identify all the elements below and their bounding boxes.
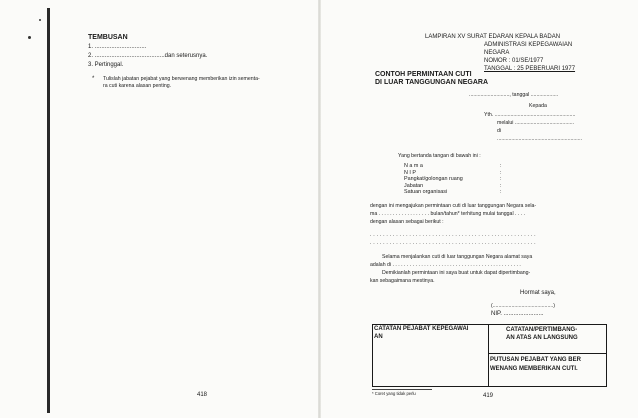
box-divider: [488, 324, 489, 386]
book-spine: [318, 0, 321, 418]
page-number: 418: [197, 392, 208, 398]
footnote-line: Tulislah jabatan pejabat yang berwenang memberikan izin sementa-: [103, 76, 260, 82]
field-colon: :: [500, 163, 502, 169]
box-right-top-title: AN ATAS AN LANGSUNG: [506, 335, 578, 341]
footnote-line: ra cuti karena alasan penting.: [103, 83, 172, 89]
header-nomor: NOMOR : 01/SE/1977: [484, 58, 544, 64]
form-title: DI LUAR TANGGUNGAN NEGARA: [375, 79, 489, 86]
field-label: Jabatan: [404, 182, 424, 189]
field-row: [404, 163, 502, 170]
field-label: Pangkat/golongan ruang: [404, 176, 463, 183]
field-row: [404, 170, 502, 177]
paragraph-line: ma . . . . . . . . . . . . . . . . . . bulan/tahun* terhitung mulai tanggal . . . .: [370, 211, 526, 217]
footnote-marker: *: [92, 76, 95, 82]
tembusan-item: 1. ...............................: [88, 44, 147, 50]
header-tanggal: TANGGAL : 25 PEBERUARI 1977: [484, 66, 576, 72]
field-label: N I P: [404, 169, 416, 176]
header-line: LAMPIRAN XV SURAT EDARAN KEPALA BADAN: [425, 34, 561, 40]
field-colon: :: [500, 182, 502, 189]
di-label: di: [497, 128, 502, 134]
footnote-text: * Coret yang tidak perlu: [372, 391, 416, 396]
box-right-top-title: CATATAN/PERTIMBANG-: [506, 327, 578, 333]
dotted-line: . . . . . . . . . . . . . . . . . . . . . . . . . . . . . . . . . . . . . . . . . . . . . . . . . . .: [370, 232, 536, 238]
field-colon: :: [500, 189, 502, 196]
kepada-label: Kepada: [529, 103, 547, 109]
dotted-line: . . . . . . . . . . . . . . . . . . . . . . . . . . . . . . . . . . . . . . . . . . . . . . . . . . .: [370, 240, 536, 246]
field-colon: :: [500, 176, 502, 183]
header-line: ADMINISTRASI KEPEGAWAIAN: [484, 42, 573, 48]
paragraph-line: dengan alasan sebagai berikut :: [370, 219, 444, 225]
nip-line: NIP. ........................: [491, 311, 544, 317]
footnote-rule: [372, 389, 432, 390]
di-dots: ...........................................................: [497, 136, 583, 142]
punch-mark: [28, 36, 31, 39]
box-left-title: CATATAN PEJABAT KEPEGAWAI: [374, 326, 469, 332]
box-divider: [489, 353, 606, 354]
form-title: CONTOH PERMINTAAN CUTI: [375, 71, 472, 78]
header-line: NEGARA: [484, 50, 510, 56]
tembusan-title: TEMBUSAN: [88, 34, 128, 41]
paragraph-line: kan sebagaimana mestinya.: [370, 278, 435, 284]
closing-text: Hormat saya,: [520, 290, 556, 296]
intro-text: Yang bertanda tangan di bawah ini :: [398, 153, 481, 159]
field-label: Satuan organisasi: [404, 189, 448, 196]
page-number: 419: [483, 393, 494, 399]
box-left-title: AN: [374, 334, 383, 340]
margin-bar: [47, 8, 50, 413]
box-right-bottom-title: PUTUSAN PEJABAT YANG BER: [490, 357, 581, 363]
paragraph-line: adalah di . . . . . . . . . . . . . . . . . . . . . . . . . . . . . . . . . . . . . . . . . . . . .: [370, 262, 521, 268]
paragraph-line: dengan ini mengajukan permintaan cuti di luar tanggungan Negara sela-: [370, 203, 537, 209]
field-row: [404, 189, 502, 196]
tembusan-item: 3. Pertinggal.: [88, 62, 124, 68]
tembusan-item: 2. ..........................................dan seterusnya.: [88, 53, 208, 59]
paragraph-line: Demikianlah permintaan ini saya buat untuk dapat dipertimbang-: [382, 270, 531, 276]
field-colon: :: [500, 169, 502, 176]
yth-line: Yth. ........................................................: [484, 112, 576, 118]
field-row: [404, 176, 502, 183]
signature-line: (..........................................): [491, 303, 555, 309]
paragraph-line: Selama menjalankan cuti di luar tanggungan Negara alamat saya: [382, 254, 533, 260]
identity-fields: [404, 163, 502, 196]
field-label: N a m a: [404, 163, 423, 169]
punch-mark: [39, 19, 41, 21]
box-right-bottom-title: WENANG MEMBERIKAN CUTI.: [490, 366, 578, 372]
date-line: ............................, tanggal ...................: [469, 92, 559, 98]
melalui-line: melalui .........................................: [497, 120, 574, 126]
field-row: [404, 183, 502, 190]
